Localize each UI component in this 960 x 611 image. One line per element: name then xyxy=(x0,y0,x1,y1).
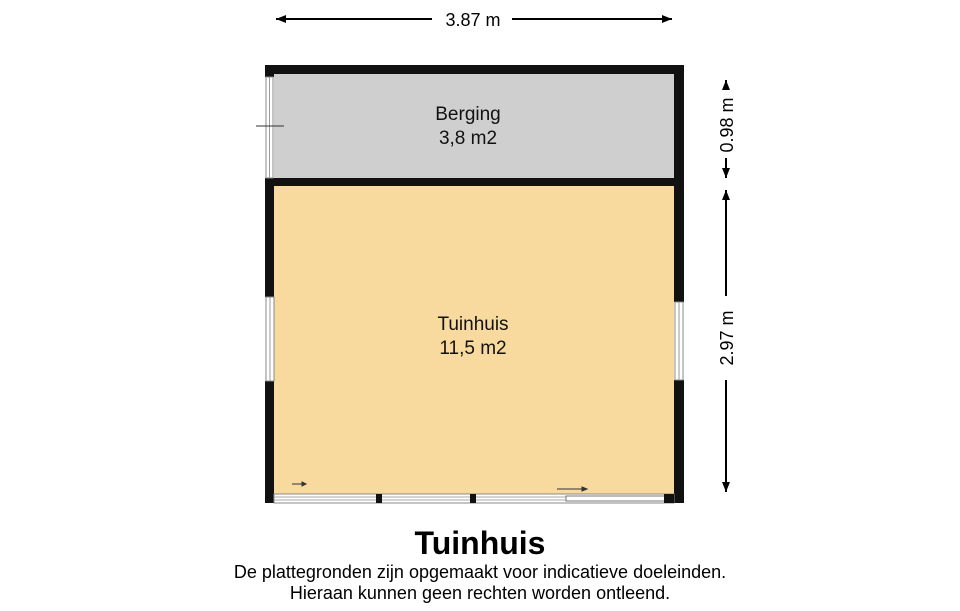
room-berging-name: Berging xyxy=(435,104,501,125)
dimension-width xyxy=(276,10,672,30)
room-berging-area: 3,8 m2 xyxy=(438,128,498,149)
plan-title: Tuinhuis xyxy=(414,525,546,561)
dimension-tuinhuis-label: 2.97 m xyxy=(717,310,737,366)
room-tuinhuis-area: 11,5 m2 xyxy=(439,338,507,359)
wall-left-lower xyxy=(265,381,274,503)
dimension-height-berging xyxy=(717,80,737,178)
room-tuinhuis-name: Tuinhuis xyxy=(437,314,509,335)
wall-left-upper xyxy=(265,178,274,297)
disclaimer-line-1: De plattegronden zijn opgemaakt voor indicatieve doeleinden. xyxy=(233,562,727,582)
disclaimer-line-2: Hieraan kunnen geen rechten worden ontleend. xyxy=(289,583,671,603)
room-berging xyxy=(274,74,674,178)
footer xyxy=(0,524,960,604)
wall-divider xyxy=(265,178,684,186)
window-left xyxy=(266,297,274,381)
wall-left-top xyxy=(265,65,274,77)
wall-top xyxy=(265,65,684,74)
dimension-berging-label: 0.98 m xyxy=(717,97,737,153)
dimension-height-tuinhuis xyxy=(717,190,737,492)
wall-bottom-left xyxy=(265,494,274,503)
dimension-width-label: 3.87 m xyxy=(445,10,501,30)
window-right xyxy=(675,302,683,380)
bottom-openings xyxy=(274,494,674,503)
wall-right-lower xyxy=(674,380,684,503)
